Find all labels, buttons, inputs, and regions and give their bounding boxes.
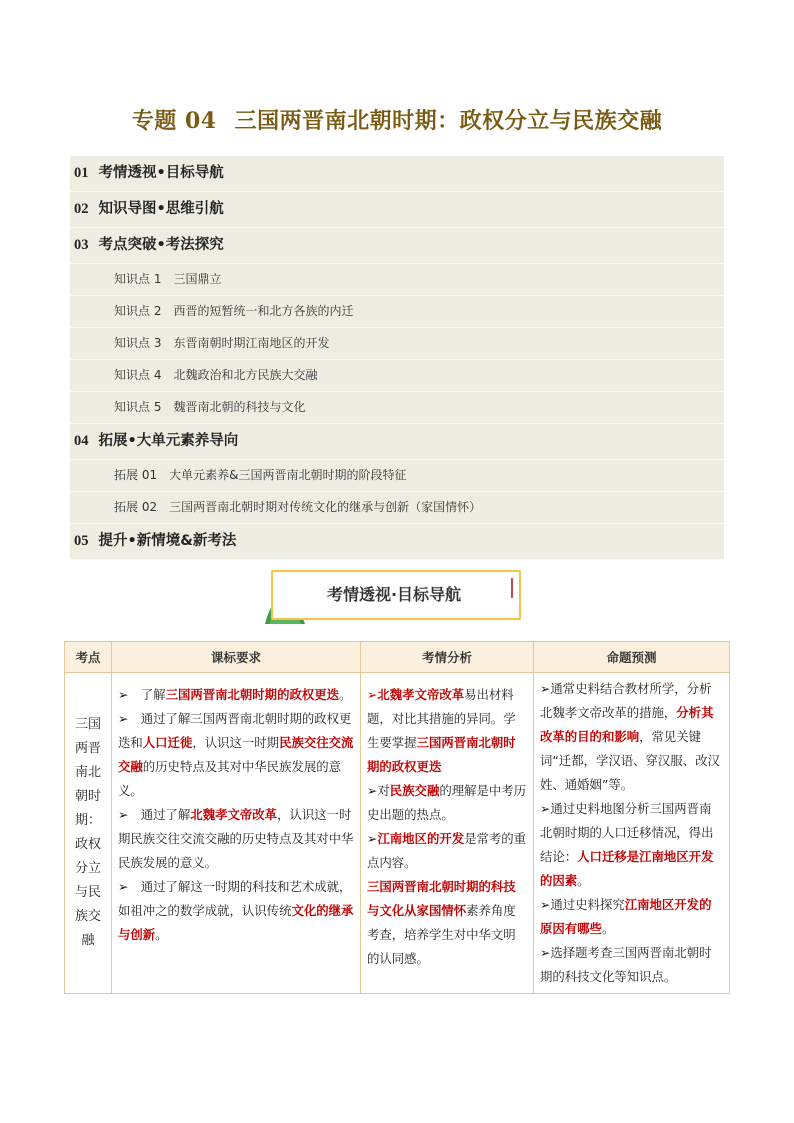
body-text: ➢ 通过了解三国两晋南北朝时期的政权更迭和 <box>118 711 352 750</box>
toc-subsection-key: 知识点 4 <box>114 368 162 382</box>
toc-section-number: 05 <box>74 533 89 549</box>
banner-title: 考情透视·目标导航 <box>326 585 462 604</box>
body-text: ➢ 通过了解这一时期的科技和艺术成就，如祖冲之的数学成就，认识传统 <box>118 879 352 918</box>
cell-paragraph <box>367 779 527 827</box>
body-text: 。 <box>339 687 352 702</box>
highlight-text: 民族交融 <box>389 783 440 798</box>
toc-subsection-key: 拓展 01 <box>114 468 158 482</box>
cell-paragraph <box>118 683 354 707</box>
toc-subsection-item[interactable] <box>70 264 724 296</box>
body-text: 。 <box>577 873 590 888</box>
highlight-text: 江南地区开发的原因有哪些 <box>540 897 712 936</box>
toc-section-number: 04 <box>74 433 89 449</box>
toc-subsection-label: 东晋南朝时期江南地区的开发 <box>173 336 330 350</box>
toc-section-item[interactable] <box>70 156 724 192</box>
highlight-text: 北魏孝文帝改革 <box>190 807 278 822</box>
highlight-text: 三国两晋南北朝时期的政权更迭 <box>165 687 340 702</box>
header-kaodian: 考点 <box>65 642 112 673</box>
body-text: ➢通过史料地图分析三国两晋南北朝时期的人口迁移情况，得出结论： <box>540 801 714 864</box>
toc-section-label: 知识导图•思维引航 <box>98 201 224 217</box>
page-title <box>0 104 794 135</box>
toc-section-label: 提升•新情境&新考法 <box>98 533 237 549</box>
kebiao-cell <box>112 673 361 994</box>
toc-subsection-label: 大单元素养&三国两晋南北朝时期的阶段特征 <box>169 468 407 482</box>
body-text: ➢ 了解 <box>118 687 166 702</box>
toc-section-number: 02 <box>74 201 89 217</box>
highlight-text: 三国两晋南北朝时期的科技与文化从家国情怀 <box>367 879 516 918</box>
toc-subsection-item[interactable] <box>70 492 724 524</box>
table-of-contents <box>70 156 724 560</box>
body-text: ➢ 通过了解 <box>118 807 191 822</box>
toc-subsection-item[interactable] <box>70 360 724 392</box>
toc-section-item[interactable] <box>70 192 724 228</box>
cell-paragraph <box>540 893 723 941</box>
highlight-text: 文化的继承与创新 <box>118 903 354 942</box>
kaodian-cell: 三国两晋南北朝时期：政权分立与民族交融 <box>65 673 112 994</box>
table-row <box>65 673 730 994</box>
exam-analysis-table <box>64 641 730 994</box>
cell-paragraph <box>118 875 354 947</box>
body-text: 的理解是中考历史出题的热点。 <box>367 783 527 822</box>
mingti-cell <box>534 673 730 994</box>
cell-paragraph <box>118 803 354 875</box>
title-text: 三国两晋南北朝时期：政权分立与民族交融 <box>234 109 663 134</box>
highlight-text: 分析其改革的目的和影响 <box>540 705 714 744</box>
toc-section-label: 考情透视•目标导航 <box>98 165 224 181</box>
toc-section-item[interactable] <box>70 524 724 560</box>
toc-subsection-label: 三国两晋南北朝时期对传统文化的继承与创新（家国情怀） <box>169 500 482 514</box>
body-text: ➢选择题考查三国两晋南北朝时期的科技文化等知识点。 <box>540 945 712 984</box>
body-text: ➢对 <box>367 783 390 798</box>
cell-paragraph <box>118 707 354 803</box>
body-text: ，认识这一时期民族交往交流交融的历史特点及其对中华民族发展的意义。 <box>118 807 354 870</box>
highlight-text: 江南地区的开发 <box>377 831 465 846</box>
highlight-text: 人口迁移是江南地区开发的因素 <box>540 849 714 888</box>
section-banner <box>263 566 525 624</box>
highlight-text: 民族交往交流交融 <box>118 735 354 774</box>
toc-subsection-key: 拓展 02 <box>114 500 158 514</box>
toc-subsection-item[interactable] <box>70 460 724 492</box>
cell-paragraph <box>367 827 527 875</box>
body-text: 易出材料题，对比其措施的异同。学生要掌握 <box>367 687 516 750</box>
toc-section-item[interactable] <box>70 228 724 264</box>
body-text: 。 <box>155 927 168 942</box>
toc-subsection-item[interactable] <box>70 392 724 424</box>
toc-subsection-label: 北魏政治和北方民族大交融 <box>173 368 318 382</box>
toc-subsection-key: 知识点 5 <box>114 400 162 414</box>
toc-subsection-key: 知识点 2 <box>114 304 162 318</box>
toc-section-label: 拓展•大单元素养导向 <box>98 433 239 449</box>
highlight-text: ➢北魏孝文帝改革 <box>367 687 465 702</box>
toc-section-number: 03 <box>74 237 89 253</box>
header-mingti: 命题预测 <box>534 642 730 673</box>
toc-subsection-item[interactable] <box>70 328 724 360</box>
title-number: 专题 04 <box>131 108 217 134</box>
highlight-text: 三国两晋南北朝时期的政权更迭 <box>367 735 516 774</box>
toc-section-item[interactable] <box>70 424 724 460</box>
table-header-row <box>65 642 730 673</box>
cell-paragraph <box>367 683 527 779</box>
body-text: ➢通常史料结合教材所学，分析北魏孝文帝改革的措施， <box>540 681 712 720</box>
cell-paragraph <box>540 941 723 989</box>
toc-subsection-label: 魏晋南北朝的科技与文化 <box>173 400 306 414</box>
body-text: 素养角度考查，培养学生对中华文明的认同感。 <box>367 903 516 966</box>
header-kaoqing: 考情分析 <box>361 642 534 673</box>
body-text: ➢ <box>367 831 378 846</box>
toc-subsection-key: 知识点 3 <box>114 336 162 350</box>
body-text: ，常见关键词“迁都，学汉语、穿汉服、改汉姓、通婚姻”等。 <box>540 729 720 792</box>
kaoqing-cell <box>361 673 534 994</box>
body-text: ，认识这一时期 <box>192 735 280 750</box>
body-text: 的历史特点及其对中华民族发展的意义。 <box>118 759 342 798</box>
body-text: 。 <box>601 921 615 936</box>
cell-paragraph <box>540 677 723 797</box>
highlight-text: 人口迁徙 <box>142 735 193 750</box>
toc-subsection-label: 西晋的短暂统一和北方各族的内迁 <box>173 304 354 318</box>
body-text: ➢通过史料探究 <box>540 897 625 912</box>
toc-subsection-label: 三国鼎立 <box>173 272 222 286</box>
toc-subsection-key: 知识点 1 <box>114 272 162 286</box>
toc-section-number: 01 <box>74 165 89 181</box>
toc-section-label: 考点突破•考法探究 <box>98 237 224 253</box>
cell-paragraph <box>540 797 723 893</box>
header-kebiao: 课标要求 <box>112 642 361 673</box>
cell-paragraph <box>367 875 527 971</box>
body-text: 是常考的重点内容。 <box>367 831 527 870</box>
toc-subsection-item[interactable] <box>70 296 724 328</box>
